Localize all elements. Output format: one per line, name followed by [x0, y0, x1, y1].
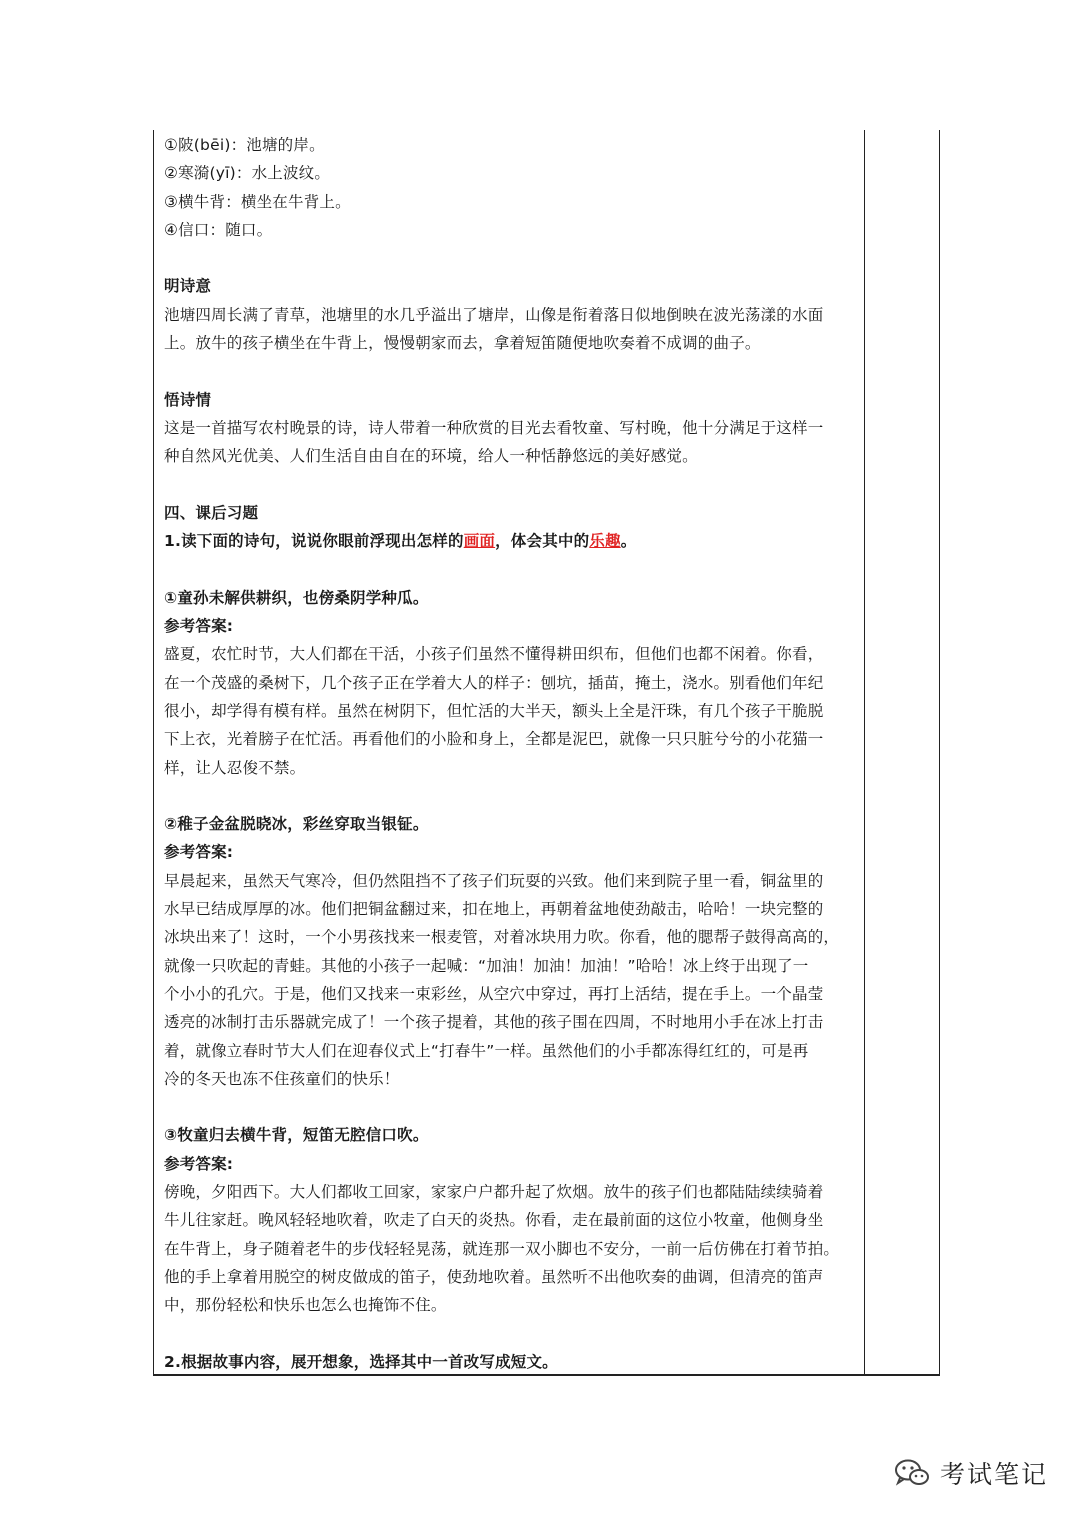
answer-line: 盛夏，农忙时节，大人们都在干活，小孩子们虽然不懂得耕田织布，但他们也都不闲着。你看， — [164, 645, 824, 664]
meaning-heading: 明诗意 — [164, 277, 212, 296]
answer-line: 个小小的孔穴。于是，他们又找来一束彩丝，从空穴中穿过，再打上活结，提在手上。一个晶莹 — [164, 984, 824, 1003]
answer-line: 冷的冬天也冻不住孩童们的快乐！ — [164, 1069, 400, 1088]
answer-line: 在牛背上，身子随着老牛的步伐轻轻晃荡，就连那一双小脚也不安分，一前一后仿佛在打着节拍。 — [164, 1239, 840, 1258]
answer-label: 参考答案: — [164, 1154, 234, 1173]
verse-1: ①童孙未解供耕织，也傍桑阴学种瓜。 — [164, 588, 429, 607]
verse-2: ②稚子金盆脱晓冰，彩丝穿取当银钲。 — [164, 815, 429, 834]
question-1: 1.读下面的诗句，说说你眼前浮现出怎样的画面，体会其中的乐趣。 — [164, 532, 637, 551]
answer-line: 水早已结成厚厚的冰。他们把铜盆翻过来，扣在地上，再朝着盆地使劲敲击，哈哈！一块完整的 — [164, 900, 824, 919]
question-2: 2.根据故事内容，展开想象，选择其中一首改写成短文。 — [164, 1352, 558, 1371]
answer-line: 就像一只吹起的青蛙。其他的小孩子一起喊：“加油！加油！加油！”哈哈！冰上终于出现了一 — [164, 956, 809, 975]
answer-label: 参考答案: — [164, 843, 234, 862]
highlight-huamian: 画面 — [463, 532, 496, 551]
note-item: ③横牛背：横坐在牛背上。 — [164, 192, 351, 211]
answer-line: 中，那份轻松和快乐也怎么也掩饰不住。 — [164, 1296, 447, 1315]
answer-line: 下上衣，光着膀子在忙活。再看他们的小脸和身上，全都是泥巴，就像一只只脏兮兮的小花猫一 — [164, 730, 824, 749]
answer-line: 很小，却学得有模有样。虽然在树阴下，但忙活的大半天，额头上全是汗珠，有几个孩子干脆脱 — [164, 701, 824, 720]
table-cell-content — [164, 131, 854, 1376]
meaning-line: 池塘四周长满了青草，池塘里的水几乎溢出了塘岸，山像是衔着落日似地倒映在波光荡漾的水面 — [164, 305, 824, 324]
table-column-divider — [864, 130, 865, 1376]
feeling-line: 这是一首描写农村晚景的诗，诗人带着一种欣赏的目光去看牧童、写村晚，他十分满足于这样一 — [164, 418, 824, 437]
feeling-line: 种自然风光优美、人们生活自由自在的环境，给人一种恬静悠远的美好感觉。 — [164, 447, 698, 466]
answer-line: 早晨起来，虽然天气寒冷，但仍然阻挡不了孩子们玩耍的兴致。他们来到院子里一看，铜盆里的 — [164, 871, 824, 890]
meaning-line: 上。放牛的孩子横坐在牛背上，慢慢朝家而去，拿着短笛随便地吹奏着不成调的曲子。 — [164, 334, 761, 353]
answer-line: 着，就像立春时节大人们在迎春仪式上“打春牛”一样。虽然他们的小手都冻得红红的，可是再 — [164, 1041, 809, 1060]
feeling-heading: 悟诗情 — [164, 390, 212, 409]
note-item: ②寒漪(yī)：水上波纹。 — [164, 164, 331, 183]
answer-label: 参考答案: — [164, 617, 234, 636]
answer-line: 在一个茂盛的桑树下，几个孩子正在学着大人的样子：刨坑，插苗，掩土，浇水。别看他们年纪 — [164, 673, 824, 692]
watermark — [894, 1455, 1048, 1491]
answer-line: 冰块出来了！这时，一个小男孩找来一根麦管，对着冰块用力吹。你看，他的腮帮子鼓得高高的， — [164, 928, 840, 947]
answer-line: 牛儿往家赶。晚风轻轻地吹着，吹走了白天的炎热。你看，走在最前面的这位小牧童，他侧身坐 — [164, 1211, 824, 1230]
exercises-heading: 四、课后习题 — [164, 503, 259, 522]
answer-line: 他的手上拿着用脱空的树皮做成的笛子，使劲地吹着。虽然听不出他吹奏的曲调，但清亮的笛声 — [164, 1267, 824, 1286]
answer-line: 样，让人忍俊不禁。 — [164, 758, 306, 777]
note-item: ④信口：随口。 — [164, 220, 273, 239]
answer-line: 傍晚，夕阳西下。大人们都收工回家，家家户户都升起了炊烟。放牛的孩子们也都陆陆续续骑着 — [164, 1182, 824, 1201]
watermark-text: 考试笔记 — [940, 1460, 1049, 1489]
answer-line: 透亮的冰制打击乐器就完成了！一个孩子提着，其他的孩子围在四周，不时地用小手在冰上打击 — [164, 1013, 824, 1032]
note-item: ①陂(bēi)：池塘的岸。 — [164, 136, 325, 154]
highlight-lequ: 乐趣 — [589, 532, 621, 551]
wechat-icon — [894, 1458, 930, 1488]
verse-3: ③牧童归去横牛背，短笛无腔信口吹。 — [164, 1126, 429, 1145]
